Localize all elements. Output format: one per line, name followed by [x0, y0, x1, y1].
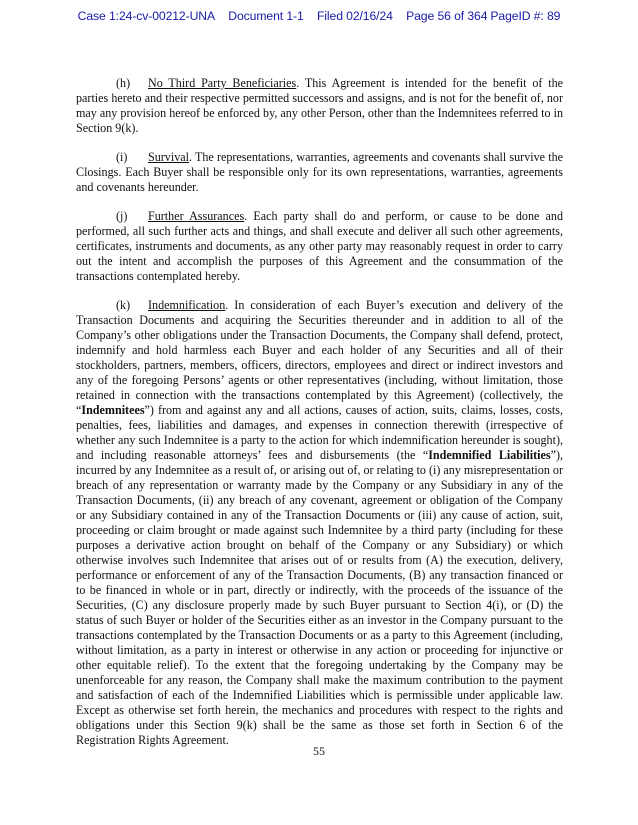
section-h: [76, 76, 563, 136]
page-id: PageID #: 89: [490, 9, 561, 23]
section-k: [76, 298, 563, 748]
section-heading: Indemnification: [148, 298, 226, 312]
section-heading: No Third Party Beneficiaries: [148, 76, 297, 90]
section-heading: Survival: [148, 150, 189, 164]
section-text: ”), incurred by any Indemnitee as a result of, or arising out of, or relating to (i) any misrepresentation or breach of any representation or warranty made by the Company or any Subsidiary in any of the Transaction Documents, (ii) any breach of any covenant, agreement or obligation of the Company or any Subsidiary contained in any of the Transaction Documents or (iii) any cause of action, suit, proceeding or claim brought or made against such Indemnitee by a third party (including for these purposes a derivative action brought on behalf of the Company or any Subsidiary) or which otherwise involves such Indemnitee that arises out of or results from (A) the execution, delivery, performance or enforcement of any of the Transaction Documents, (B) any transaction financed or to be financed in whole or in part, directly or indirectly, with the proceeds of the issuance of the Securities, (C) any disclosure properly made by such Buyer pursuant to Section 4(i), or (D) the status of such Buyer or holder of the Securities either as an investor in the Company pursuant to the transactions contemplated by the Transaction Documents or as a party to this Agreement (including, without limitation, as a party in interest or otherwise in any action or proceeding for injunctive or other equitable relief). To the extent that the foregoing undertaking by the Company may be unenforceable for any reason, the Company shall make the maximum contribution to the payment and satisfaction of each of the Indemnified Liabilities which is permissible under applicable law. Except as otherwise set forth herein, the mechanics and procedures with respect to the rights and obligations under this Section 9(k) shall be the same as those set forth in Section 6 of the Registration Rights Agreement.: [76, 448, 563, 747]
filed-date: Filed 02/16/24: [316, 9, 393, 23]
section-text: . Each party shall do and perform, or cause to be done and performed, all such further acts and things, and shall execute and deliver all such other agreements, certificates, instruments and documents, as any other party may reasonably request in order to carry out the intent and accomplish the purposes of this Agreement and the consummation of the transactions contemplated hereby.: [76, 209, 563, 283]
section-text: . This Agreement is intended for the benefit of the parties hereto and their respective permitted successors and assigns, and is not for the benefit of, nor may any provision hereof be enforced by, any other Person, other than the Indemnitees referred to in Section 9(k).: [76, 76, 563, 135]
defined-term: Indemnitees: [81, 403, 145, 417]
section-heading: Further Assurances: [148, 209, 245, 223]
section-label: (k): [116, 298, 131, 312]
defined-term: Indemnified Liabilities: [428, 448, 551, 462]
section-j: [76, 209, 563, 284]
section-text: . The representations, warranties, agreements and covenants shall survive the Closings. Each Buyer shall be responsible only for its own representations, warranties, agreements and covenants hereunder.: [76, 150, 563, 194]
section-i: [76, 150, 563, 195]
section-text: ”) from and against any and all actions, causes of action, suits, claims, losses, costs, penalties, fees, liabilities and damages, and expenses in connection therewith (irrespective of whether any such Indemnitee is a party to the action for which indemnification hereunder is sought), and including reasonable attorneys’ fees and disbursements (the “: [76, 403, 563, 462]
court-filing-header: [0, 9, 638, 23]
case-number: Case 1:24-cv-00212-UNA: [77, 9, 215, 23]
document-body: [76, 76, 563, 762]
page-count: Page 56 of 364: [406, 9, 488, 23]
section-label: (j): [116, 209, 128, 223]
section-text: . In consideration of each Buyer’s execution and delivery of the Transaction Documents and acquiring the Securities thereunder and in addition to all of the Company’s other obligations under the Transaction Documents, the Company shall defend, protect, indemnify and hold harmless each Buyer and each holder of any Securities and all of their stockholders, partners, members, officers, directors, employees and direct or indirect investors and any of the foregoing Persons’ agents or other representatives (including, without limitation, those retained in connection with the transactions contemplated by this Agreement) (collectively, the “: [76, 298, 563, 417]
section-label: (i): [116, 150, 128, 164]
section-label: (h): [116, 76, 131, 90]
page-number: 55: [313, 744, 325, 758]
document-number: Document 1-1: [228, 9, 304, 23]
